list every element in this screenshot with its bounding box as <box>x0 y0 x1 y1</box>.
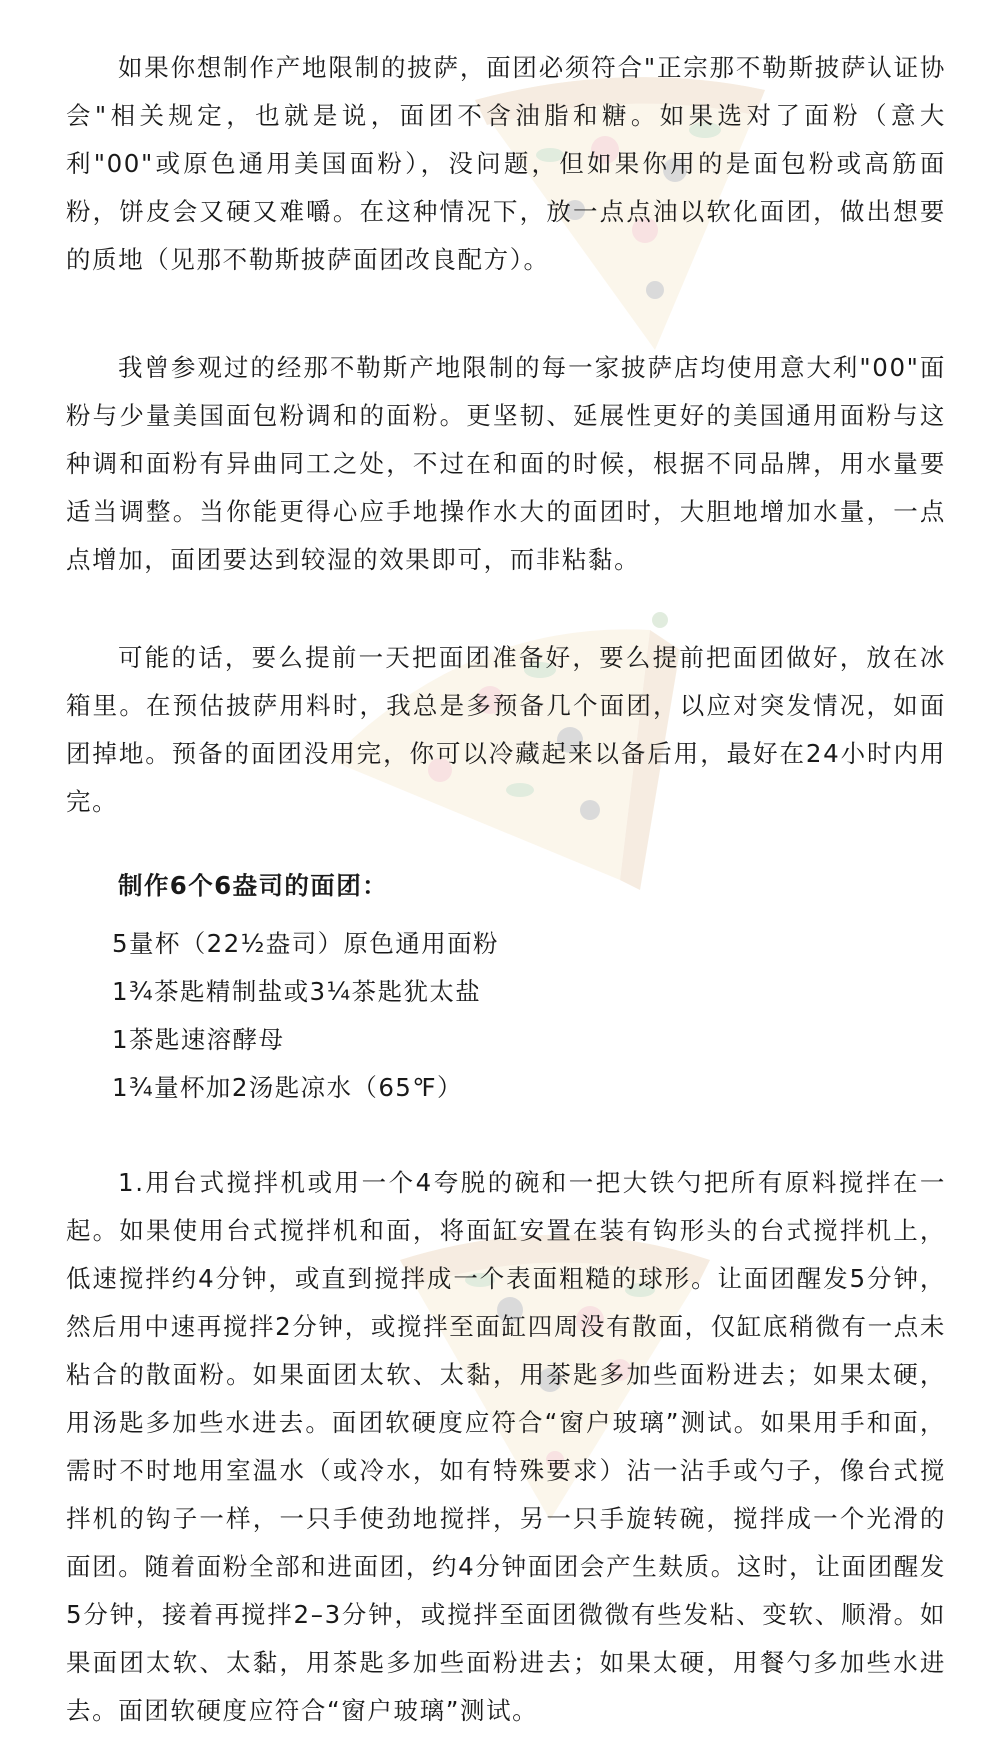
prep-paragraph: 可能的话，要么提前一天把面团准备好，要么提前把面团做好，放在冰箱里。在预估披萨用料时，我总是多预备几个面团，以应对突发情况，如面团掉地。预备的面团没用完，你可以冷藏起来以备后用，最好在24小时内用完。 <box>66 643 946 816</box>
ingredient-item: 1¾量杯加2汤匙凉水（65℉） <box>112 1073 463 1102</box>
flour-paragraph: 我曾参观过的经那不勒斯产地限制的每一家披萨店均使用意大利"00"面粉与少量美国面包粉调和的面粉。更坚韧、延展性更好的美国通用面粉与这种调和面粉有异曲同工之处，不过在和面的时候，根据不同品牌，用水量要适当调整。当你能更得心应手地操作水大的面团时，大胆地增加水量，一点点增加，面团要达到较湿的效果即可，而非粘黏。 <box>66 353 946 574</box>
ingredient-item: 5量杯（22½盎司）原色通用面粉 <box>112 929 499 958</box>
ingredient-item: 1茶匙速溶酵母 <box>112 1025 285 1054</box>
recipe-heading: 制作6个6盎司的面团： <box>118 871 388 900</box>
ingredient-list <box>112 920 499 1112</box>
step-1-paragraph: 1.用台式搅拌机或用一个4夸脱的碗和一把大铁勺把所有原料搅拌在一起。如果使用台式搅拌机和面，将面缸安置在装有钩形头的台式搅拌机上，低速搅拌约4分钟，或直到搅拌成一个表面粗糙的球形。让面团醒发5分钟，然后用中速再搅拌2分钟，或搅拌至面缸四周没有散面，仅缸底稍微有一点未粘合的散面粉。如果面团太软、太黏，用茶匙多加些面粉进去；如果太硬，用汤匙多加些水进去。面团软硬度应符合“窗户玻璃”测试。如果用手和面，需时不时地用室温水（或冷水，如有特殊要求）沾一沾手或勺子，像台式搅拌机的钩子一样，一只手使劲地搅拌，另一只手旋转碗，搅拌成一个光滑的面团。随着面粉全部和进面团，约4分钟面团会产生麸质。这时，让面团醒发5分钟，接着再搅拌2–3分钟，或搅拌至面团微微有些发粘、变软、顺滑。如果面团太软、太黏，用茶匙多加些面粉进去；如果太硬，用餐勺多加些水进去。面团软硬度应符合“窗户玻璃”测试。 <box>66 1168 946 1725</box>
ingredient-item: 1¾茶匙精制盐或3¼茶匙犹太盐 <box>112 977 482 1006</box>
intro-paragraph: 如果你想制作产地限制的披萨，面团必须符合"正宗那不勒斯披萨认证协会"相关规定，也就是说，面团不含油脂和糖。如果选对了面粉（意大利"00"或原色通用美国面粉），没问题，但如果你用的是面包粉或高筋面粉，饼皮会又硬又难嚼。在这种情况下，放一点点油以软化面团，做出想要的质地（见那不勒斯披萨面团改良配方）。 <box>66 53 946 274</box>
